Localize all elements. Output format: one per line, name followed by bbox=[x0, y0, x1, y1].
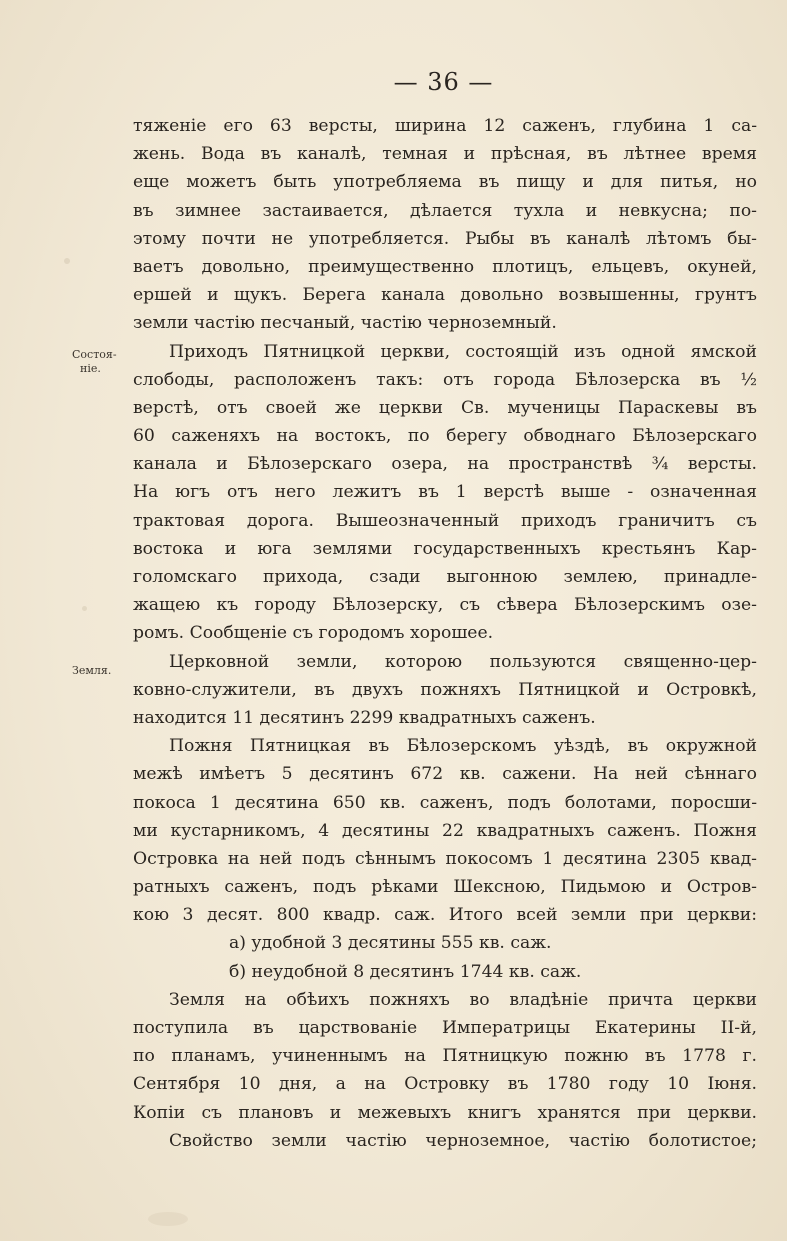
text-line: тяженіе его 63 версты, ширина 12 саженъ, глубина 1 са- bbox=[133, 116, 757, 136]
text-line: верстѣ, отъ своей же церкви Св. мученицы Параскевы въ bbox=[133, 397, 757, 418]
text-line: жень. Вода въ каналѣ, темная и прѣсная, въ лѣтнее время bbox=[133, 144, 757, 165]
text-line: голомскаго прихода, сзади выгонною землею, принадле- bbox=[133, 567, 757, 587]
text-line: этому почти не употребляется. Рыбы въ каналѣ лѣтомъ бы- bbox=[133, 228, 757, 249]
margin-note-land: Земля. bbox=[72, 664, 112, 677]
paper-spot bbox=[82, 606, 87, 611]
text-line: еще можетъ быть употребляема въ пищу и для питья, но bbox=[133, 172, 757, 193]
text-line: ершей и щукъ. Берега канала довольно возвышенны, грунтъ bbox=[133, 285, 757, 306]
text-line: а) удобной 3 десятины 555 кв. саж. bbox=[229, 933, 552, 954]
body-text bbox=[133, 112, 757, 1155]
text-line: ратныхъ саженъ, подъ рѣками Шексною, Пидьмою и Остров- bbox=[133, 877, 757, 898]
text-line: На югъ отъ него лежитъ въ 1 верстѣ выше - означенная bbox=[133, 482, 757, 503]
text-line: межѣ имѣетъ 5 десятинъ 672 кв. сажени. На ней сѣннаго bbox=[133, 764, 757, 785]
text-line: ковно-служители, въ двухъ пожняхъ Пятницкой и Островкѣ, bbox=[133, 679, 757, 700]
text-line: Церковной земли, которою пользуются священно-цер- bbox=[169, 651, 757, 672]
text-line: Сентября 10 дня, а на Островку въ 1780 году 10 Іюня. bbox=[133, 1074, 757, 1095]
page-number: — 36 — bbox=[393, 68, 494, 96]
text-line: Земля на обѣихъ пожняхъ во владѣніе причта церкви bbox=[169, 989, 757, 1010]
text-line: Копіи съ плановъ и межевыхъ книгъ хранятся при церкви. bbox=[133, 1102, 757, 1123]
text-line: поступила въ царствованіе Императрицы Екатерины II-й, bbox=[133, 1018, 757, 1038]
text-line: б) неудобной 8 десятинъ 1744 кв. саж. bbox=[229, 961, 582, 982]
paper-spot bbox=[64, 258, 70, 264]
text-line: находится 11 десятинъ 2299 квадратныхъ саженъ. bbox=[133, 707, 596, 728]
text-line: Пожня Пятницкая въ Бѣлозерскомъ уѣздѣ, въ окружной bbox=[169, 736, 757, 757]
margin-note-status-line-1: Состоя- bbox=[72, 348, 117, 361]
text-line: ромъ. Сообщеніе съ городомъ хорошее. bbox=[133, 623, 494, 644]
text-line: земли частію песчаный, частію черноземный. bbox=[133, 313, 557, 334]
text-line: Свойство земли частію черноземное, частію болотистое; bbox=[169, 1130, 757, 1151]
text-line: канала и Бѣлозерскаго озера, на пространствѣ ¾ версты. bbox=[133, 454, 757, 475]
paper-spot bbox=[148, 1212, 188, 1226]
text-line: по планамъ, учиненнымъ на Пятницкую пожню въ 1778 г. bbox=[133, 1046, 757, 1067]
text-line: покоса 1 десятина 650 кв. саженъ, подъ болотами, поросши- bbox=[133, 792, 757, 813]
text-line: трактовая дорога. Вышеозначенный приходъ граничитъ съ bbox=[133, 510, 757, 531]
text-line: востока и юга землями государственныхъ крестьянъ Кар- bbox=[133, 538, 757, 559]
text-line: слободы, расположенъ такъ: отъ города Бѣлозерска въ ½ bbox=[133, 369, 757, 390]
text-line: въ зимнее застаивается, дѣлается тухла и невкусна; по- bbox=[133, 200, 757, 221]
margin-note-status-line-2: ніе. bbox=[80, 362, 101, 375]
text-line: кою 3 десят. 800 квадр. саж. Итого всей земли при церкви: bbox=[133, 905, 757, 926]
text-line: Островка на ней подъ сѣннымъ покосомъ 1 десятина 2305 квад- bbox=[133, 848, 757, 869]
text-line: 60 саженяхъ на востокъ, по берегу обводнаго Бѣлозерскаго bbox=[133, 426, 757, 447]
text-line: жащею къ городу Бѣлозерску, съ сѣвера Бѣлозерскимъ озе- bbox=[133, 595, 757, 616]
text-line: ваетъ довольно, преимущественно плотицъ, ельцевъ, окуней, bbox=[133, 256, 757, 277]
text-line: ми кустарникомъ, 4 десятины 22 квадратныхъ саженъ. Пожня bbox=[133, 820, 757, 841]
text-line: Приходъ Пятницкой церкви, состоящій изъ одной ямской bbox=[169, 341, 757, 362]
margin-note-status bbox=[72, 348, 117, 376]
